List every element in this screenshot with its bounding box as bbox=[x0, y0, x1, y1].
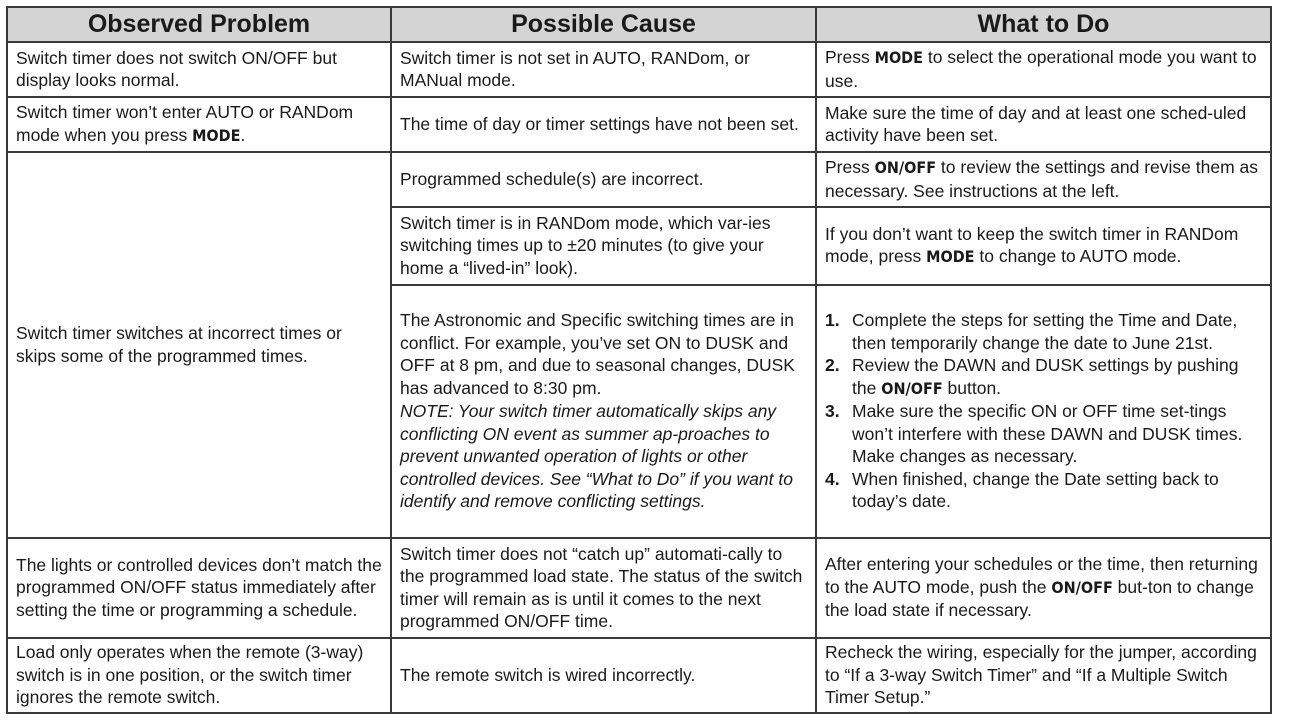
list-item bbox=[825, 309, 1262, 354]
note-text: NOTE: Your switch timer automatically skips any conflicting ON event as summer ap-proaches to prevent unwanted operation of lights or other controlled devices. See “What to Do” if you want to identify and remove conflicting settings. bbox=[400, 401, 793, 512]
action-cell bbox=[816, 285, 1271, 538]
problem-cell: The lights or controlled devices don’t match the programmed ON/OFF status immediately after setting the time or programming a schedule. bbox=[7, 538, 391, 638]
action-text: Press bbox=[825, 157, 875, 177]
header-what-to-do: What to Do bbox=[816, 7, 1271, 42]
list-item bbox=[825, 468, 1262, 513]
action-cell bbox=[816, 152, 1271, 207]
step-text: When finished, change the Date setting back to today’s date. bbox=[852, 468, 1219, 512]
cause-text: The Astronomic and Specific switching times are in conflict. For example, you’ve set ON to DUSK and OFF at 8 pm, and due to seasonal changes, DUSK has advanced to 8:30 pm. bbox=[400, 310, 795, 398]
header-possible-cause: Possible Cause bbox=[391, 7, 816, 42]
header-row bbox=[7, 7, 1271, 42]
action-text: to review the settings and revise them as necessary. See instructions at the left. bbox=[825, 157, 1259, 201]
table-row bbox=[7, 538, 1271, 638]
action-text: After entering your schedules or the time, then returning to the AUTO mode, push the bbox=[825, 554, 1258, 597]
on-off-button-label: ON/OFF bbox=[874, 158, 937, 177]
step-number: 4. bbox=[825, 468, 840, 489]
action-text: but-ton to change the load state if necessary. bbox=[825, 576, 1254, 621]
list-item bbox=[825, 354, 1262, 400]
steps-list bbox=[825, 309, 1262, 513]
table-row bbox=[7, 152, 1271, 207]
cause-cell: The time of day or timer settings have not been set. bbox=[391, 97, 816, 152]
problem-text: Switch timer won’t enter AUTO or RANDom mode when you press bbox=[16, 102, 354, 145]
action-cell: Recheck the wiring, especially for the jumper, according to “If a 3-way Switch Timer” and “If a Multiple Switch Timer Setup.” bbox=[816, 638, 1271, 713]
mode-button-label: MODE bbox=[926, 247, 975, 266]
step-number: 3. bbox=[825, 401, 840, 422]
step-text-part: Review the DAWN and DUSK settings by pushing the bbox=[852, 355, 1239, 398]
table-row bbox=[7, 97, 1271, 152]
header-observed-problem: Observed Problem bbox=[7, 7, 391, 42]
mode-button-label: MODE bbox=[192, 125, 241, 145]
step-text bbox=[852, 354, 1262, 400]
step-number: 1. bbox=[825, 310, 840, 331]
step-text: Make sure the specific ON or OFF time set-tings won’t interfere with these DAWN and DUSK times. Make changes as necessary. bbox=[852, 401, 1243, 467]
on-off-button-label: ON/OFF bbox=[881, 378, 943, 398]
cause-cell: Programmed schedule(s) are incorrect. bbox=[391, 152, 816, 207]
cause-cell: Switch timer does not “catch up” automati-cally to the programmed load state. The status of the switch timer will remain as is until it comes to the next programmed ON/OFF time. bbox=[391, 538, 816, 638]
action-text: to select the operational mode you want to use. bbox=[825, 47, 1257, 91]
problem-cell: Load only operates when the remote (3-way) switch is in one position, or the switch timer ignores the remote switch. bbox=[7, 638, 391, 713]
action-text: Press bbox=[825, 47, 875, 67]
action-cell bbox=[816, 42, 1271, 97]
on-off-button-label: ON/OFF bbox=[1051, 577, 1113, 597]
mode-button-label: MODE bbox=[874, 48, 923, 67]
action-text: If you don’t want to keep the switch timer in RANDom mode, press bbox=[825, 223, 1239, 266]
problem-cell: Switch timer switches at incorrect times or skips some of the programmed times. bbox=[7, 152, 391, 538]
action-cell: Make sure the time of day and at least one sched-uled activity have been set. bbox=[816, 97, 1271, 152]
problem-cell bbox=[7, 97, 391, 152]
action-cell bbox=[816, 207, 1271, 285]
action-text: to change to AUTO mode. bbox=[974, 246, 1182, 266]
problem-cell: Switch timer does not switch ON/OFF but display looks normal. bbox=[7, 42, 391, 97]
step-number: 2. bbox=[825, 355, 840, 376]
step-text: Complete the steps for setting the Time and Date, then temporarily change the date to June 21st. bbox=[852, 310, 1238, 353]
list-item bbox=[825, 400, 1262, 468]
step-text-part: button. bbox=[942, 377, 1002, 398]
table-row bbox=[7, 638, 1271, 713]
action-cell bbox=[816, 538, 1271, 638]
problem-text: . bbox=[240, 124, 246, 145]
cause-cell: Switch timer is not set in AUTO, RANDom, or MANual mode. bbox=[391, 42, 816, 97]
cause-cell bbox=[391, 285, 816, 538]
cause-cell: Switch timer is in RANDom mode, which var-ies switching times up to ±20 minutes (to give your home a “lived-in” look). bbox=[391, 207, 816, 285]
troubleshooting-table bbox=[6, 6, 1272, 714]
cause-cell: The remote switch is wired incorrectly. bbox=[391, 638, 816, 713]
table-row bbox=[7, 42, 1271, 97]
